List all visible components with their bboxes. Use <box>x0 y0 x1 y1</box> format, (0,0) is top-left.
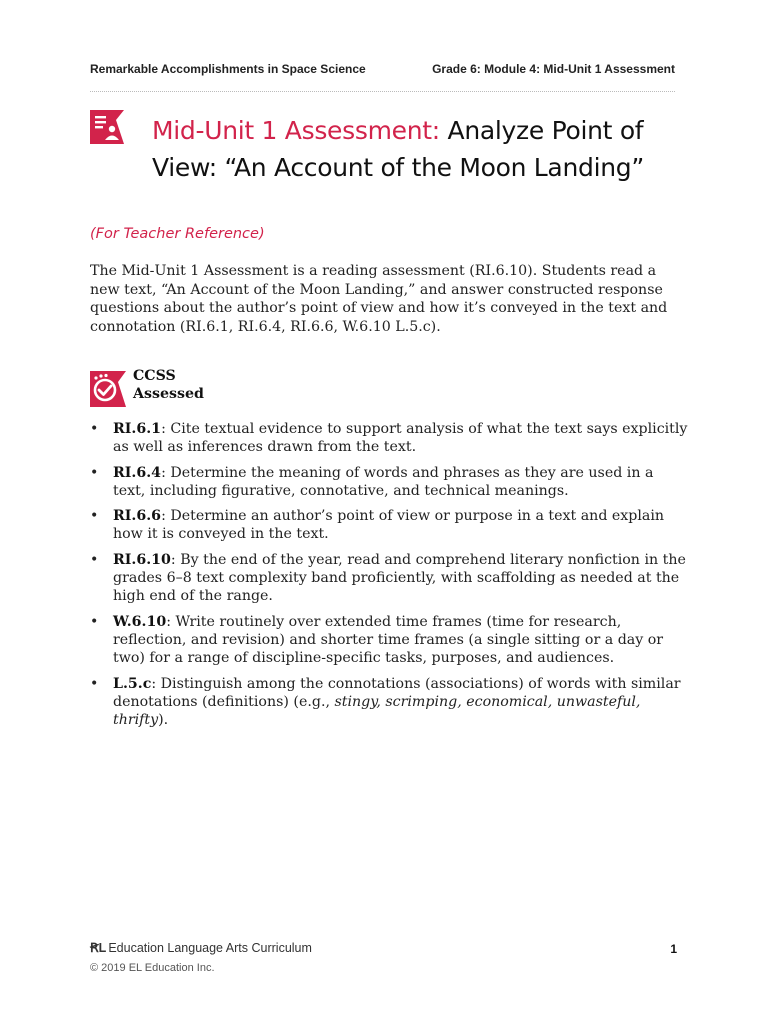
standard-code: L.5.c <box>113 675 152 692</box>
bullet: • <box>90 421 99 437</box>
copyright-notice: © 2019 EL Education Inc. <box>90 962 215 974</box>
standard-item <box>90 420 690 457</box>
standard-text: : Cite textual evidence to support analysis of what the text says explicitly as well as inferences drawn from the text. <box>113 421 688 456</box>
standard-text: : Write routinely over extended time frames (time for research, reflection, and revision) and shorter time frames (a single sitting or a day or two) for a range of discipline-specific tasks, purposes, and audiences. <box>113 613 664 667</box>
header-module-title: Grade 6: Module 4: Mid-Unit 1 Assessment <box>432 62 675 76</box>
assessment-flag-icon <box>90 110 124 144</box>
standard-examples: stingy, scrimping, economical, unwasteful, thrifty <box>113 693 641 729</box>
standard-text-end: ). <box>158 712 169 729</box>
el-logo-icon: ꞦL <box>90 941 107 955</box>
bullet: • <box>90 675 99 692</box>
standard-text: : Determine the meaning of words and phrases as they are used in a text, including figurative, connotative, and technical meanings. <box>113 464 654 499</box>
standard-item <box>90 464 690 501</box>
standards-list <box>90 420 690 736</box>
standard-code: RI.6.4 <box>113 464 162 481</box>
intro-paragraph: The Mid-Unit 1 Assessment is a reading assessment (RI.6.10). Students read a new text, “An Account of the Moon Landing,” and answer constructed response questions about the author’s point of view and how it’s conveyed in the text and connotation (RI.6.1, RI.6.4, RI.6.6, W.6.10 L.5.c). <box>90 263 668 335</box>
standard-text: : By the end of the year, read and comprehend literary nonfiction in the grades 6–8 text complexity band proficiently, with scaffolding as needed at the high end of the range. <box>113 551 686 605</box>
standard-text: : Determine an author’s point of view or purpose in a text and explain how it is conveyed in the text. <box>113 508 665 543</box>
bullet: • <box>90 613 99 630</box>
standard-item <box>90 613 690 668</box>
page-header <box>90 62 675 84</box>
footer-logo-text: Education Language Arts Curriculum <box>108 941 312 955</box>
bullet: • <box>90 551 99 568</box>
standard-code: W.6.10 <box>113 613 167 630</box>
header-divider <box>90 91 675 92</box>
standard-code: RI.6.10 <box>113 551 171 568</box>
bullet: • <box>90 508 99 525</box>
page-title <box>152 112 692 186</box>
ccss-badge-icon <box>90 371 126 407</box>
ccss-assessed-label: CCSS Assessed <box>133 368 204 402</box>
standard-item <box>90 675 690 730</box>
bullet: • <box>90 464 99 481</box>
header-course-title: Remarkable Accomplishments in Space Science <box>90 62 366 76</box>
standard-code: RI.6.1 <box>113 421 162 437</box>
standard-code: RI.6.6 <box>113 508 162 525</box>
page-number: 1 <box>670 942 677 956</box>
standard-item <box>90 507 690 544</box>
title-accent: Mid-Unit 1 Assessment: <box>152 116 440 145</box>
standard-text: : Distinguish among the connotations (associations) of words with similar denotations (definitions) (e.g., <box>113 675 681 710</box>
title-rest: Analyze Point of View: “An Account of the Moon Landing” <box>152 116 644 182</box>
standard-item <box>90 551 690 606</box>
teacher-reference-note: (For Teacher Reference) <box>90 226 265 242</box>
footer-logo <box>90 940 312 955</box>
